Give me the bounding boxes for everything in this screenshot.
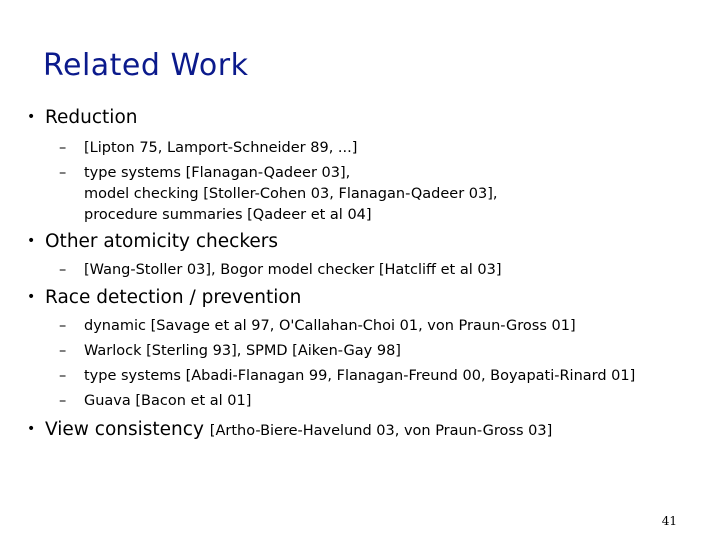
bullet-text: Reduction xyxy=(45,107,138,128)
bullet-race-detection xyxy=(27,287,301,308)
dash-icon: – xyxy=(59,368,67,384)
bullet-citation: [Artho-Biere-Havelund 03, von Praun-Gross 03] xyxy=(209,423,553,439)
dash-icon: – xyxy=(59,318,67,334)
bullet-view-consistency xyxy=(27,419,552,440)
dash-icon: – xyxy=(59,343,67,359)
slide-title: Related Work xyxy=(43,48,249,83)
bullet-text: Race detection / prevention xyxy=(45,287,302,308)
bullet-text: View consistency xyxy=(45,419,204,440)
sub-item-text: Guava [Bacon et al 01] xyxy=(84,393,252,409)
sub-item-text: Warlock [Sterling 93], SPMD [Aiken-Gay 98] xyxy=(84,343,401,359)
dash-icon: – xyxy=(59,165,67,181)
dash-icon: – xyxy=(59,140,67,156)
sub-item-text: model checking [Stoller-Cohen 03, Flanagan-Qadeer 03], xyxy=(84,186,498,202)
bullet-icon: • xyxy=(27,109,36,125)
sub-item-text: [Lipton 75, Lamport-Schneider 89, ...] xyxy=(84,140,358,156)
dash-icon: – xyxy=(59,262,67,278)
bullet-icon: • xyxy=(27,289,36,305)
sub-item-text: type systems [Flanagan-Qadeer 03], xyxy=(84,165,351,181)
page-number: 41 xyxy=(661,514,677,528)
sub-item-text: type systems [Abadi-Flanagan 99, Flanagan-Freund 00, Boyapati-Rinard 01] xyxy=(84,368,636,384)
bullet-icon: • xyxy=(27,233,36,249)
sub-item-text: dynamic [Savage et al 97, O'Callahan-Choi 01, von Praun-Gross 01] xyxy=(84,318,576,334)
bullet-text: Other atomicity checkers xyxy=(45,231,279,252)
sub-item-text: [Wang-Stoller 03], Bogor model checker [Hatcliff et al 03] xyxy=(84,262,502,278)
bullet-reduction xyxy=(27,107,137,128)
sub-item-text: procedure summaries [Qadeer et al 04] xyxy=(84,207,372,223)
bullet-icon: • xyxy=(27,421,36,437)
bullet-atomicity-checkers xyxy=(27,231,278,252)
dash-icon: – xyxy=(59,393,67,409)
